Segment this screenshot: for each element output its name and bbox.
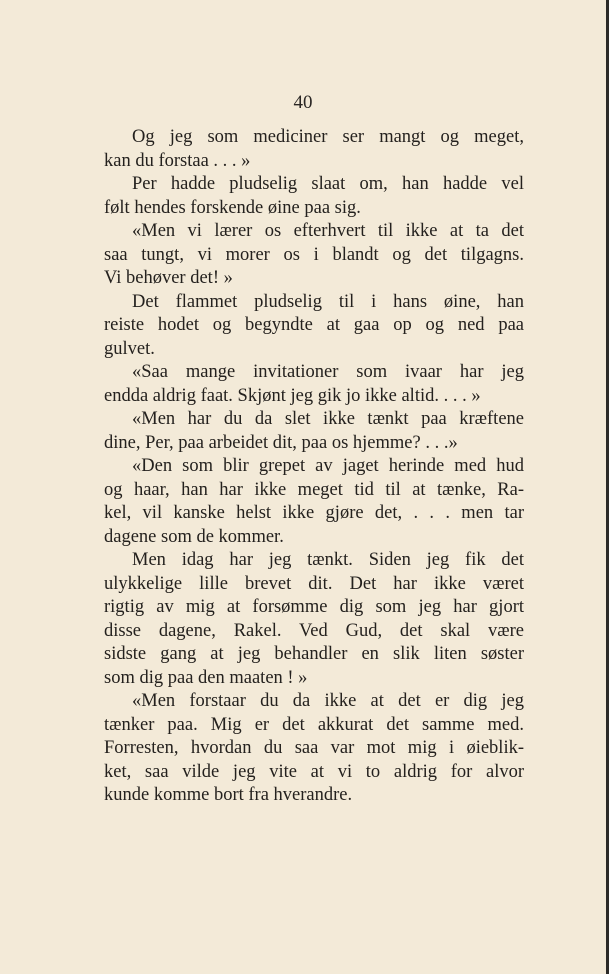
text-line: som dig paa den maaten ! » (104, 667, 308, 688)
page-number: 40 (293, 92, 313, 113)
text-line: tænker paa. Mig er det akkurat det samme med. (104, 714, 524, 735)
text-line: Per hadde pludselig slaat om, han hadde vel (132, 174, 524, 194)
text-line: følt hendes forskende øine paa sig. (104, 197, 361, 218)
text-line: saa tungt, vi morer os i blandt og det tilgagns. (104, 244, 524, 265)
text-line: Vi behøver det! » (104, 268, 233, 288)
text-line: ket, saa vilde jeg vite at vi to aldrig for alvor (104, 761, 524, 782)
text-line: «Men vi lærer os efterhvert til ikke at ta det (132, 221, 524, 241)
text-line: dagene som de kommer. (104, 526, 284, 547)
text-line: «Men har du da slet ikke tænkt paa kræftene (132, 409, 524, 429)
text-line: disse dagene, Rakel. Ved Gud, det skal være (104, 620, 524, 641)
text-line: ulykkelige lille brevet dit. Det har ikke været (104, 573, 524, 594)
text-line: gulvet. (104, 338, 155, 359)
text-line: kunde komme bort fra hverandre. (104, 785, 353, 805)
body-text (104, 126, 524, 808)
text-line: endda aldrig faat. Skjønt jeg gik jo ikke altid. . . . » (104, 385, 481, 406)
text-line: Forresten, hvordan du saa var mot mig i øieblik- (104, 738, 524, 758)
text-line: og haar, han har ikke meget tid til at tænke, Ra- (104, 479, 524, 500)
text-line: sidste gang at jeg behandler en slik liten søster (104, 644, 524, 664)
text-line: kan du forstaa . . . » (104, 150, 251, 171)
text-line: rigtig av mig at forsømme dig som jeg har gjort (104, 597, 524, 617)
text-line: reiste hodet og begyndte at gaa op og ned paa (104, 315, 524, 335)
text-line: kel, vil kanske helst ikke gjøre det, . . . men tar (104, 503, 524, 523)
text-line: Det flammet pludselig til i hans øine, han (132, 291, 524, 312)
text-line: «Saa mange invitationer som ivaar har jeg (132, 362, 524, 382)
text-line: Og jeg som mediciner ser mangt og meget, (132, 127, 524, 147)
text-line: Men idag har jeg tænkt. Siden jeg fik det (132, 550, 524, 570)
text-line: dine, Per, paa arbeidet dit, paa os hjemme? . . .» (104, 432, 458, 453)
text-line: «Men forstaar du da ikke at det er dig jeg (132, 691, 524, 711)
text-line: «Den som blir grepet av jaget herinde med hud (132, 456, 524, 476)
